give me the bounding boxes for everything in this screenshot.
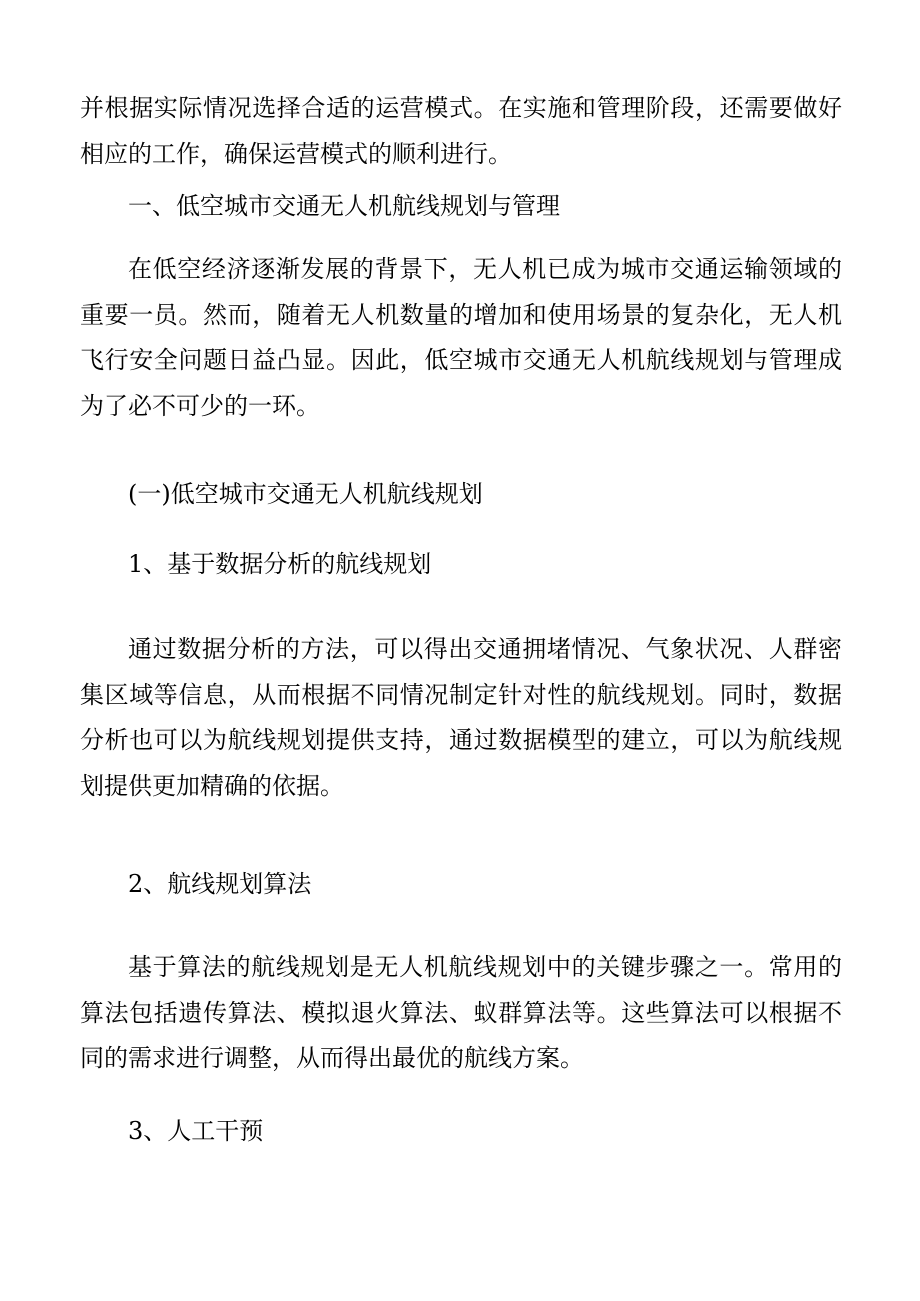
- subsection-heading: (一)低空城市交通无人机航线规划: [128, 480, 483, 508]
- paragraph-data-analysis: 通过数据分析的方法，可以得出交通拥堵情况、气象状况、人群密集区域等信息，从而根据不同情况制定针对性的航线规划。同时，数据分析也可以为航线规划提供支持，通过数据模型的建立，可以为航线规划提供更加精确的依据。: [80, 635, 842, 800]
- paragraph-continuation: 并根据实际情况选择合适的运营模式。在实施和管理阶段，还需要做好相应的工作，确保运营模式的顺利进行。: [80, 94, 842, 168]
- paragraph-algorithms: 基于算法的航线规划是无人机航线规划中的关键步骤之一。常用的算法包括遗传算法、模拟退火算法、蚁群算法等。这些算法可以根据不同的需求进行调整，从而得出最优的航线方案。: [80, 953, 842, 1072]
- section-heading: 一、低空城市交通无人机航线规划与管理: [128, 192, 560, 220]
- paragraph-intro: 在低空经济逐渐发展的背景下，无人机已成为城市交通运输领域的重要一员。然而，随着无人机数量的增加和使用场景的复杂化，无人机飞行安全问题日益凸显。因此，低空城市交通无人机航线规划与管理成为了必不可少的一环。: [80, 255, 842, 420]
- item-heading-3: 3、人工干预: [128, 1117, 264, 1145]
- item-heading-2: 2、航线规划算法: [128, 870, 312, 898]
- item-heading-1: 1、基于数据分析的航线规划: [128, 550, 432, 578]
